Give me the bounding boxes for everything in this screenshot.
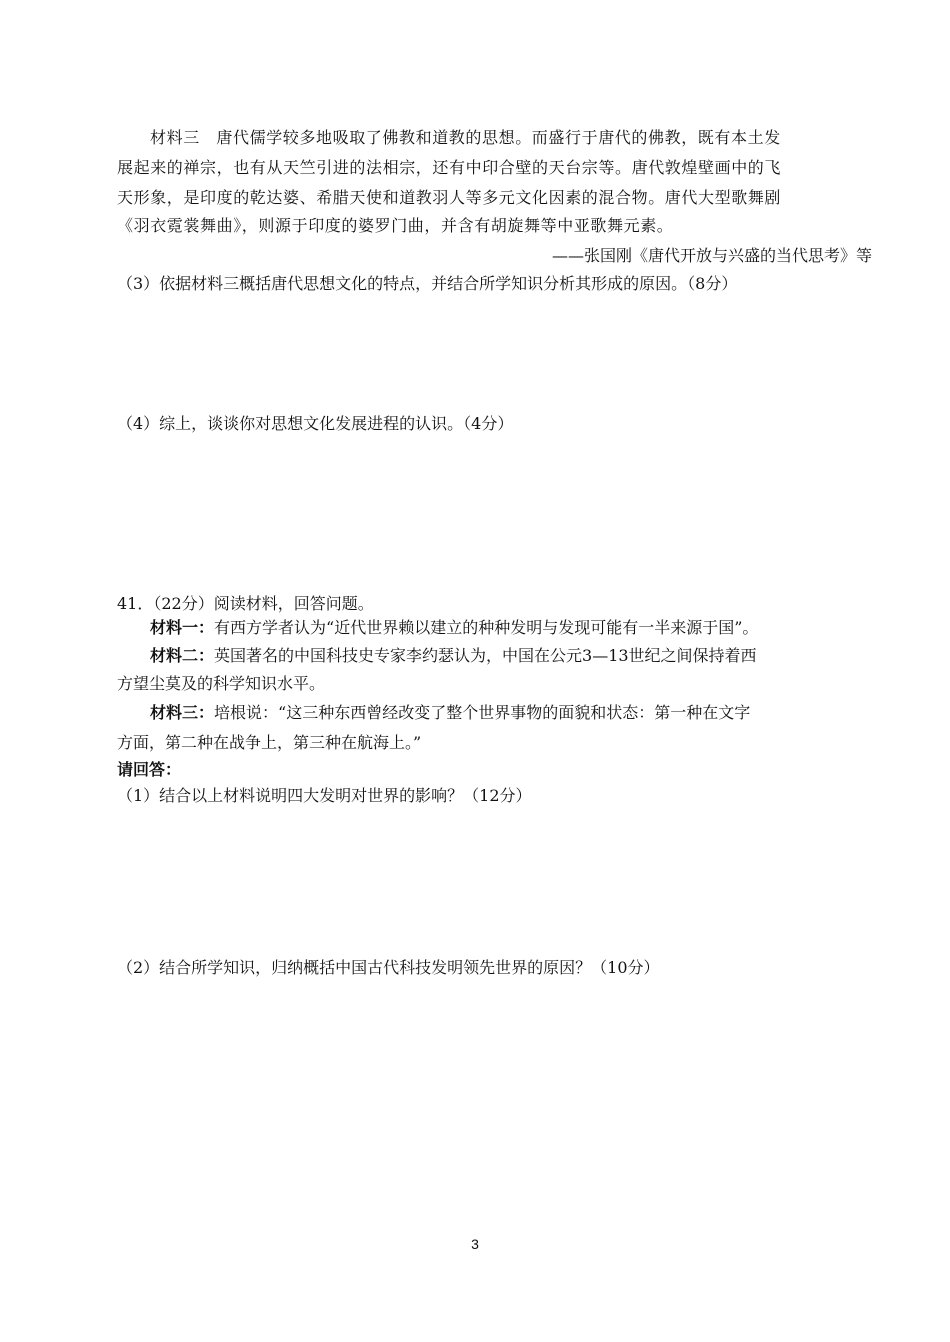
material3-line-2: 展起来的禅宗，也有从天竺引进的法相宗，还有中印合壁的天台宗等。唐代敦煌壁画中的飞 (117, 158, 782, 177)
material3-line-3: 天形象，是印度的乾达婆、希腊天使和道教羽人等多元文化因素的混合物。唐代大型歌舞剧 (117, 188, 782, 207)
material3-line-4: 《羽衣霓裳舞曲》，则源于印度的婆罗门曲，并含有胡旋舞等中亚歌舞元素。 (117, 216, 674, 235)
q41-material-2 (150, 646, 757, 666)
material3-source: ——张国刚《唐代开放与兴盛的当代思考》等 (551, 246, 872, 265)
q41-material-1-label: 材料一： (150, 618, 215, 637)
q41-material-2-cont: 方望尘莫及的科学知识水平。 (117, 674, 326, 693)
q41-material-3-label: 材料三： (150, 703, 215, 722)
q41-material-2-label: 材料二： (150, 646, 215, 665)
question-41-header: 41．（22分）阅读材料，回答问题。 (117, 594, 374, 613)
question-4: （4）综上，谈谈你对思想文化发展进程的认识。（4分） (117, 414, 514, 433)
q41-material-3-text: 培根说：“这三种东西曾经改变了整个世界事物的面貌和状态：第一种在文字 (214, 703, 751, 722)
q41-material-3 (150, 703, 750, 723)
q41-prompt: 请回答： (117, 760, 182, 779)
q41-sub-1: （1）结合以上材料说明四大发明对世界的影响？（12分） (117, 786, 532, 805)
material3-line-1: 材料三 唐代儒学较多地吸取了佛教和道教的思想。而盛行于唐代的佛教，既有本土发 (150, 128, 781, 147)
page-number: 3 (471, 1236, 479, 1252)
q41-material-1 (150, 618, 758, 638)
q41-material-3-cont: 方面，第二种在战争上，第三种在航海上。” (117, 733, 422, 752)
q41-sub-2: （2）结合所学知识，归纳概括中国古代科技发明领先世界的原因？（10分） (117, 958, 660, 977)
question-3: （3）依据材料三概括唐代思想文化的特点，并结合所学知识分析其形成的原因。（8分） (117, 274, 738, 293)
q41-material-1-text: 有西方学者认为“近代世界赖以建立的种种发明与发现可能有一半来源于国”。 (214, 618, 759, 637)
q41-material-2-text: 英国著名的中国科技史专家李约瑟认为，中国在公元3—13世纪之间保持着西 (214, 646, 757, 665)
